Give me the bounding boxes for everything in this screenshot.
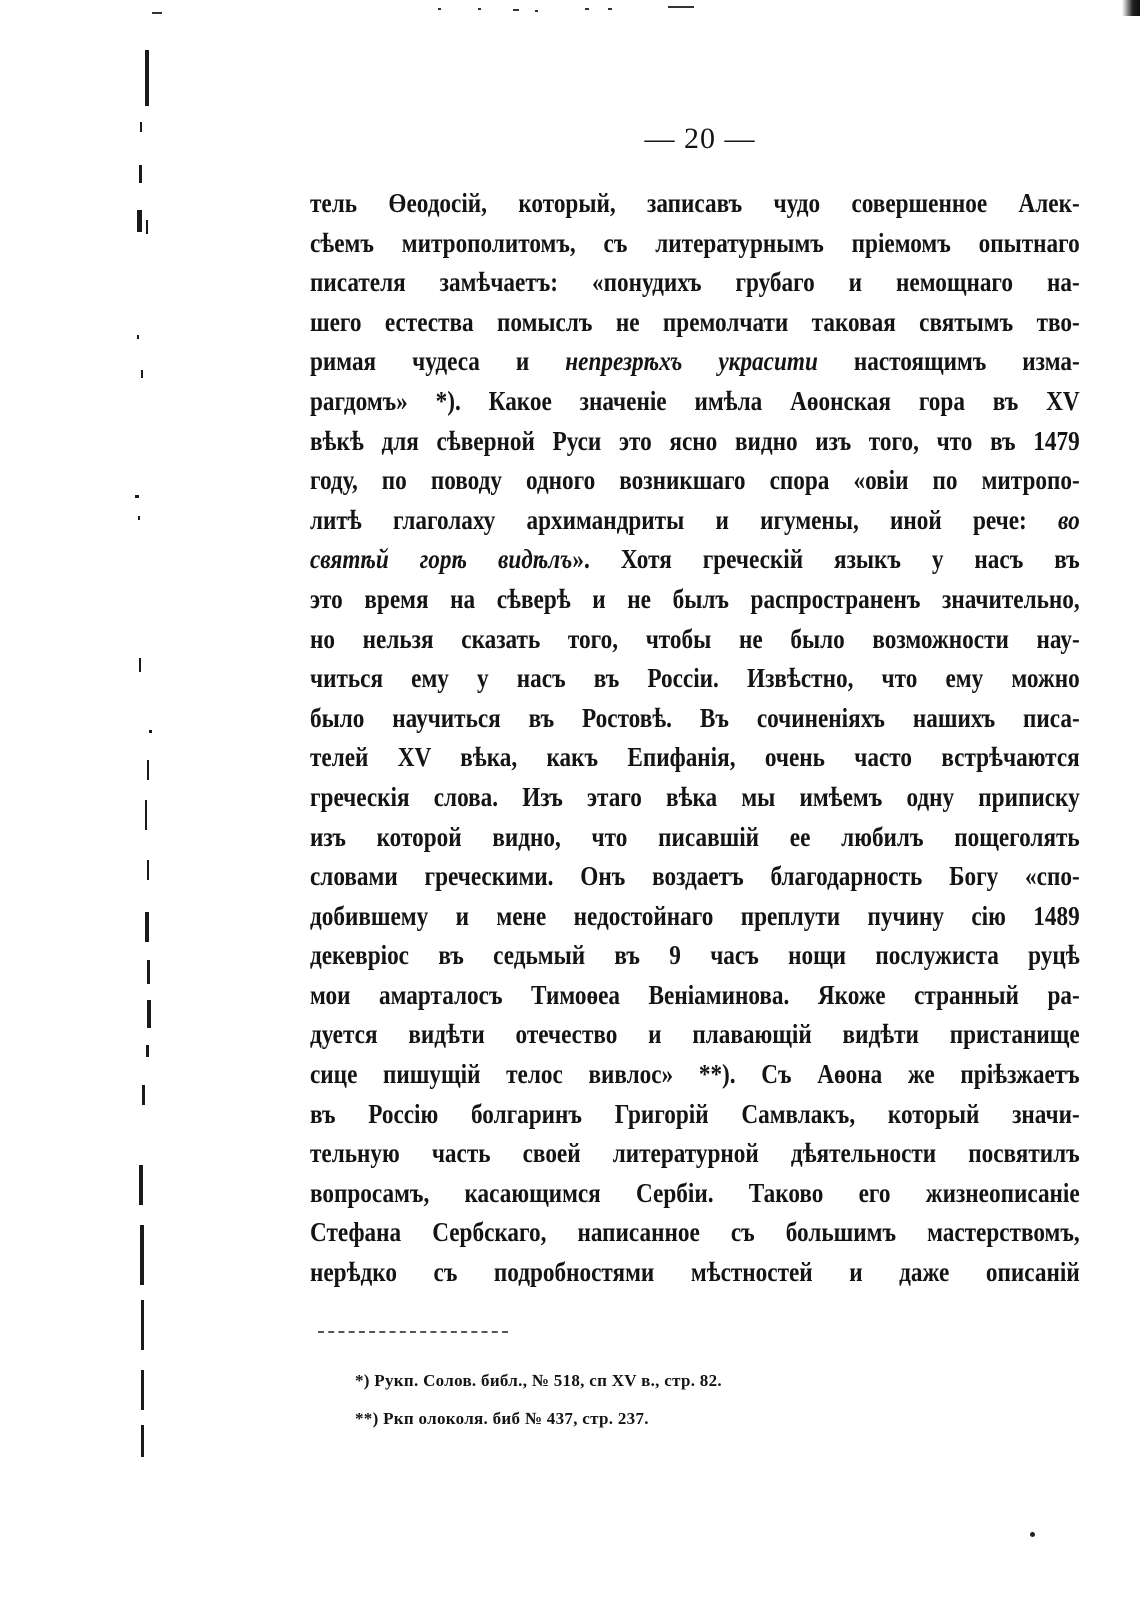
footnote: **) Ркп олоколя. биб № 437, стр. 237. [355,1409,649,1428]
text-run: тель Өеодосій, который, записавъ чудо совершенное Алек- [310,188,1080,218]
text-line [310,897,1080,937]
text-run: въ Россію болгаринъ Григорій Самвлакъ, который значи- [310,1098,1080,1129]
italic-phrase: святѣй горѣ видѣлъ [310,544,573,575]
text-line [310,1253,1080,1293]
text-line [310,936,1080,976]
text-run: тельную часть своей литературной дѣятельности посвятилъ [310,1138,1080,1169]
text-run: греческія слова. Изъ этаго вѣка мы имѣемъ одну приписку [310,781,1080,812]
text-line [310,1134,1080,1174]
text-run: словами греческими. Онъ воздаетъ благодарность Богу «спо- [310,861,1080,892]
text-line [310,659,1080,699]
text-run: сице пишущій телос вивлос» **). Съ Аөона же пріѣзжаетъ [310,1059,1080,1090]
text-line [310,382,1080,422]
scan-edge-right [1122,0,1140,16]
text-run: телей XV вѣка, какъ Епифанія, очень часто встрѣчаются [310,742,1080,773]
text-run: рагдомъ» *). Какое значеніе имѣла Аөонская гора въ XV [310,385,1080,416]
text-run: добившему и мене недостойнаго преплути пучину сію 1489 [310,900,1080,931]
text-line [310,1055,1080,1095]
text-line [310,620,1080,660]
text-line [310,1015,1080,1055]
text-line [310,224,1080,264]
italic-phrase: во [1058,504,1080,535]
scan-artifacts-top [0,2,1140,16]
text-run: но нельзя сказать того, чтобы не было возможности нау- [310,623,1080,654]
text-line [310,342,1080,382]
text-run: году, по поводу одного возникшаго спора «овіи по митропо- [310,465,1080,496]
text-run: было научиться въ Ростовѣ. Въ сочиненіяхъ нашихъ писа- [310,702,1080,733]
text-line [310,818,1080,858]
text-run: ». Хотя греческій языкъ у насъ въ [572,544,1080,575]
text-run: Стефана Сербскаго, написанное съ большимъ мастерствомъ, [310,1217,1080,1248]
text-run: вѣкѣ для сѣверной Руси это ясно видно изъ того, что въ 1479 [310,425,1080,456]
text-line [310,184,1080,224]
text-line [310,540,1080,580]
text-line [310,1095,1080,1135]
text-line [310,857,1080,897]
text-line [310,738,1080,778]
italic-phrase: непрезрѣхъ украсити [565,346,818,377]
text-line [310,1174,1080,1214]
binding-marks [125,40,165,1520]
text-run: изъ которой видно, что писавшій ее любилъ пощеголять [310,821,1080,852]
text-run: это время на сѣверѣ и не былъ распространенъ значительно, [310,583,1080,614]
text-line [310,699,1080,739]
text-run: литѣ глаголаху архимандриты и игумены, иной рече: [310,504,1059,535]
text-run: читься ему у насъ въ Россіи. Извѣстно, что ему можно [310,663,1080,694]
text-line [310,303,1080,343]
text-run: сѣемъ митрополитомъ, съ литературнымъ пріемомъ опытнаго [310,227,1080,258]
footnote-separator [318,1331,508,1333]
body-text [310,184,1080,1293]
text-line [310,778,1080,818]
scan-speck [1030,1532,1035,1537]
text-line [310,580,1080,620]
text-line [310,976,1080,1016]
text-run: вопросамъ, касающимся Сербіи. Таково его жизнеописаніе [310,1177,1080,1208]
text-run: настоящимъ изма- [817,346,1080,377]
text-run: мои амарталосъ Тимоөеа Веніаминова. Якоже странный ра- [310,979,1080,1010]
text-run: декевріос въ седьмый въ 9 часъ нощи послужиста руцѣ [310,940,1080,971]
text-run: писателя замѣчаетъ: «понудихъ грубаго и немощнаго на- [310,267,1080,298]
text-line [310,422,1080,462]
footnotes [355,1362,1055,1438]
text-line [310,501,1080,541]
text-run: дуется видѣти отечество и плавающій видѣти пристанище [310,1019,1080,1050]
text-run: римая чудеса и [310,346,566,377]
footnote: *) Рукп. Солов. библ., № 518, сп XV в., стр. 82. [355,1371,722,1390]
text-line [310,263,1080,303]
text-run: шего естества помыслъ не премолчати таковая святымъ тво- [310,306,1080,337]
text-run: нерѣдко съ подробностями мѣстностей и даже описаній [310,1257,1080,1288]
page-number: — 20 — [644,122,756,155]
text-line [310,461,1080,501]
text-line [310,1213,1080,1253]
